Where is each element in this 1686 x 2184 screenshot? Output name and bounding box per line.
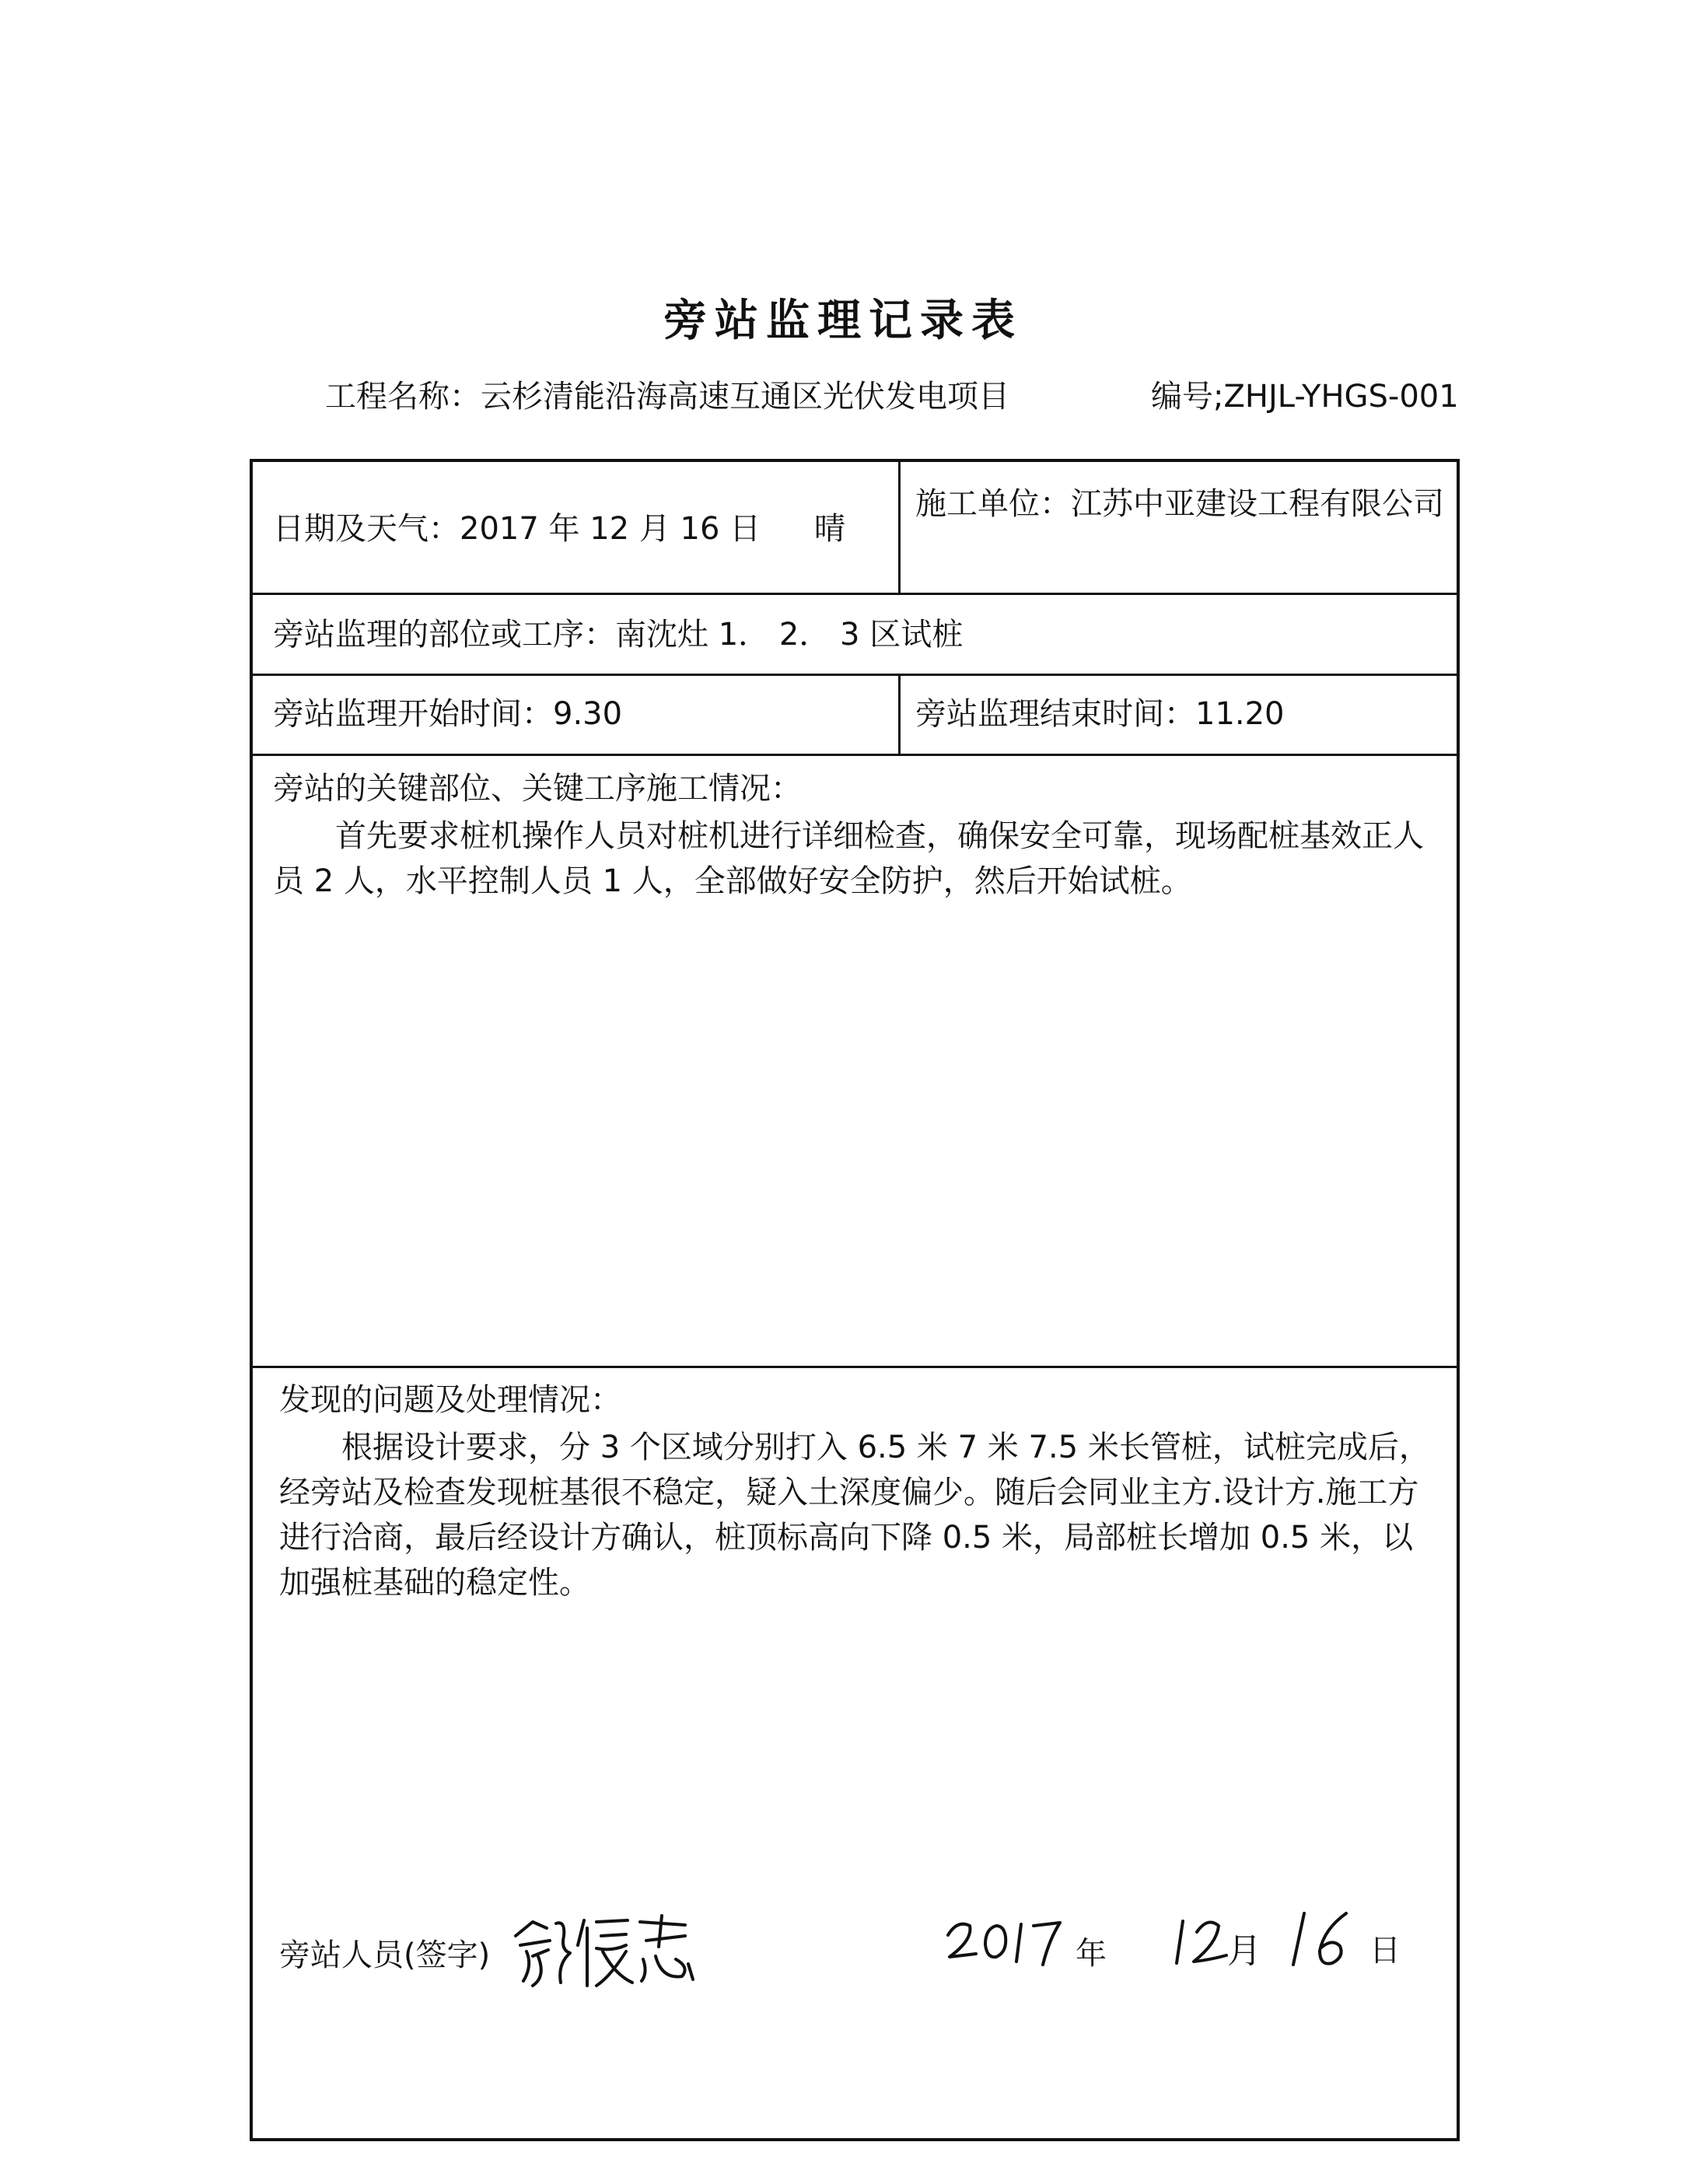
weather-value: 晴 — [814, 511, 845, 547]
column-divider — [898, 674, 901, 754]
key-process-heading: 旁站的关键部位、关键工序施工情况： — [273, 771, 802, 807]
supervision-location: 旁站监理的部位或工序：南沈灶 1． 2． 3 区试桩 — [273, 617, 964, 653]
handwritten-signature — [509, 1905, 696, 1990]
handwritten-day — [1285, 1906, 1371, 1971]
row-divider — [253, 1366, 1457, 1368]
date-weather-field: 日期及天气：2017 年 12 月 16 日 — [273, 511, 761, 547]
project-name: 工程名称：云杉清能沿海高速互通区光伏发电项目 — [325, 379, 1009, 415]
issues-text: 根据设计要求，分 3 个区域分别打入 6.5 米 7 米 7.5 米长管桩，试桩完成后，经旁站及检查发现桩基很不稳定，疑入土深度偏少。随后会同业主方.设计方.施工方进行洽商，最后经设计方确认，桩顶标高向下降 0.5 米，局部桩长增加 0.5 米，以加强桩基础的稳定性。 — [279, 1430, 1430, 1601]
row-divider — [253, 593, 1457, 595]
contractor-field: 施工单位：江苏中亚建设工程有限公司 — [915, 486, 1444, 522]
signature-label: 旁站人员(签字) — [279, 1937, 491, 1973]
row-divider — [253, 674, 1457, 676]
key-process-text: 首先要求桩机操作人员对桩机进行详细检查，确保安全可靠，现场配桩基效正人员 2 人，水平控制人员 1 人，全部做好安全防护，然后开始试桩。 — [273, 818, 1424, 899]
issues-heading: 发现的问题及处理情况： — [279, 1382, 621, 1418]
page-title: 旁站监理记录表 — [663, 296, 1023, 346]
end-time-field: 旁站监理结束时间：11.20 — [915, 696, 1285, 732]
document-code: 编号;ZHJL-YHGS-001 — [1151, 379, 1459, 415]
day-char: 日 — [1369, 1933, 1401, 1969]
year-char: 年 — [1076, 1936, 1107, 1972]
handwritten-year — [943, 1909, 1076, 1971]
row-divider — [253, 754, 1457, 756]
record-form — [250, 459, 1460, 2141]
start-time-field: 旁站监理开始时间：9.30 — [273, 696, 623, 732]
handwritten-date — [943, 1902, 1441, 1972]
month-char: 月 — [1227, 1931, 1261, 1971]
column-divider — [898, 462, 901, 593]
